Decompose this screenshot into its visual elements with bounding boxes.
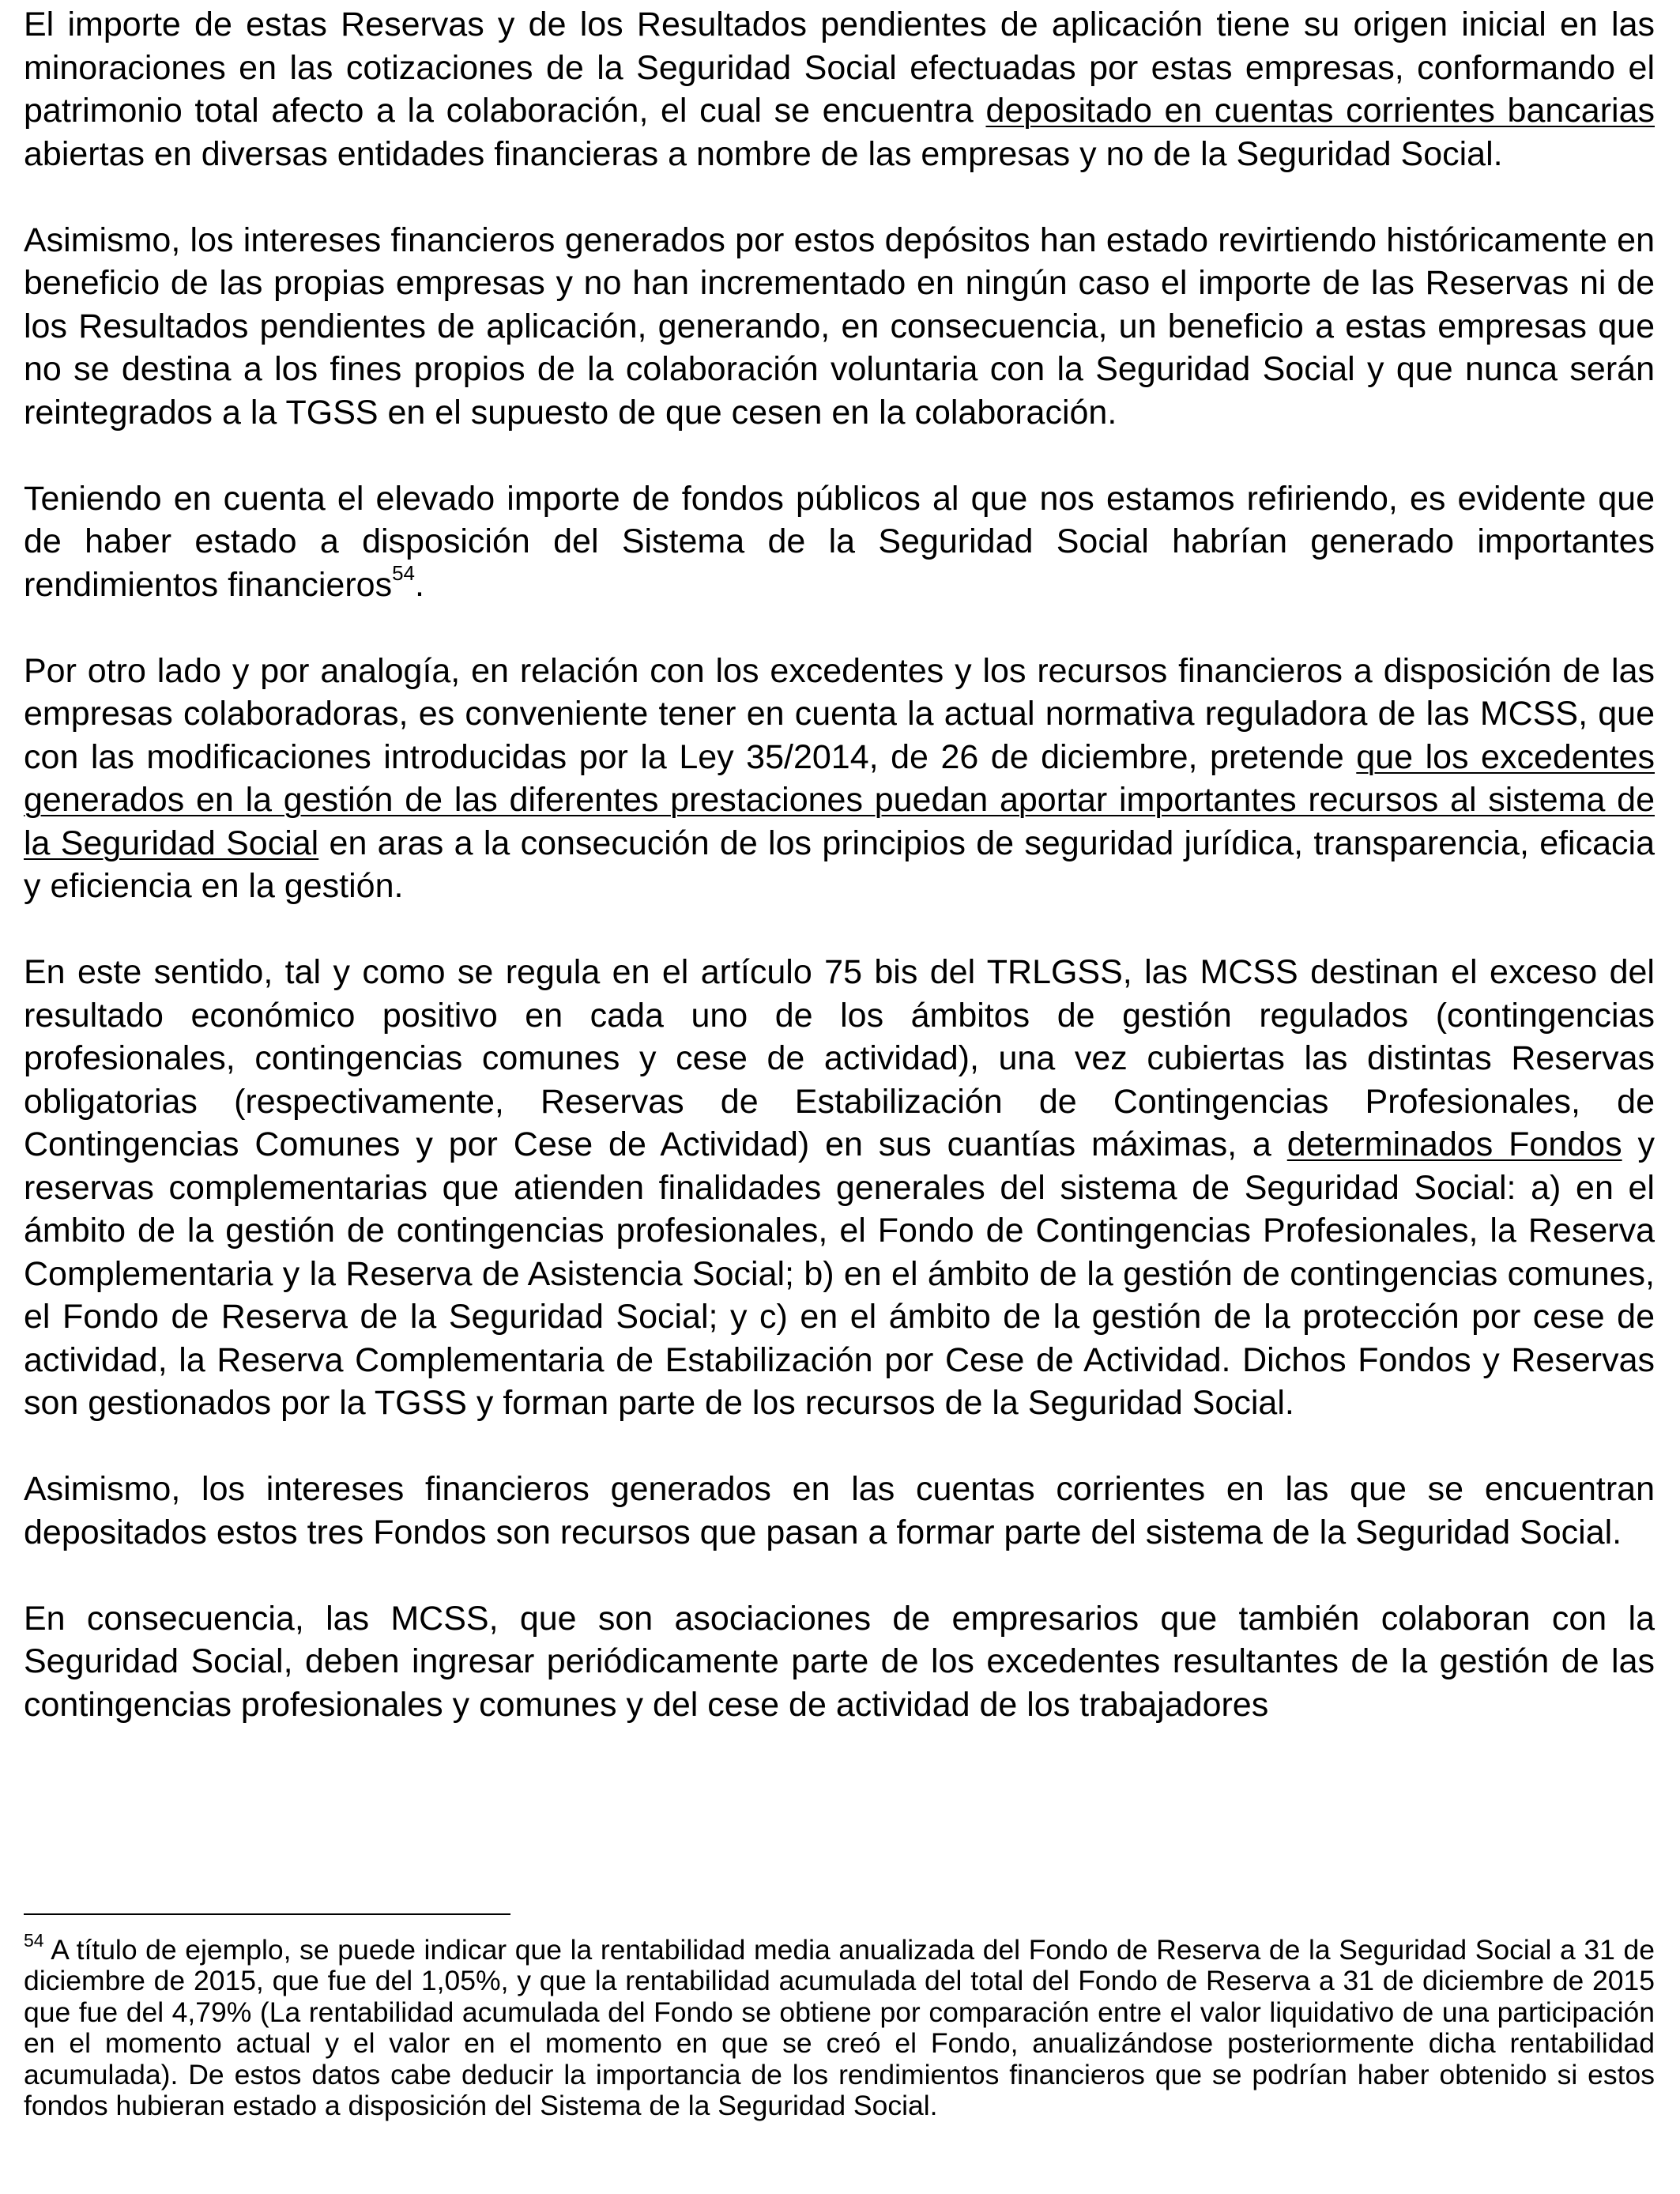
underlined-text: determinados Fondos [1286, 1125, 1622, 1163]
paragraph-text: abiertas en diversas entidades financieras a nombre de las empresas y no de la Seguridad Social. [24, 134, 1503, 173]
paragraph-text: Por otro lado y por analogía, en relación con los excedentes y los recursos financieros a disposición de las empresas colaboradoras, es conveniente tener en cuenta la actual normativa reguladora de las MCSS, que con las modificaciones introducidas por la Ley 35/2014, de 26 de diciembre, pretende [24, 651, 1655, 776]
paragraph-text: Asimismo, los intereses financieros generados en las cuentas corrientes en las que se encuentran depositados estos tres Fondos son recursos que pasan a formar parte del sistema de la Seguridad Social. [24, 1470, 1655, 1551]
footnote-separator [24, 1913, 510, 1915]
paragraph-articulo-75-bis [24, 951, 1655, 1425]
paragraph-intereses-empresas [24, 219, 1655, 435]
footnote-text: A título de ejemplo, se puede indicar que la rentabilidad media anualizada del Fondo de Reserva de la Seguridad Social a 31 de diciembre de 2015, que fue del 1,05%, y que la rentabilidad acumulada del total del Fondo de Reserva a 31 de diciembre de 2015 que fue del 4,79% (La rentabilidad acumulada del Fondo se obtiene por comparación entre el valor liquidativo de una participación en el momento actual y el valor en el momento en que se creó el Fondo, anualizándose posteriormente dicha rentabilidad acumulada). De estos datos cabe deducir la importancia de los rendimientos financieros que se podrían haber obtenido si estos fondos hubieran estado a disposición del Sistema de la Seguridad Social. [24, 1934, 1655, 2122]
paragraph-fondos-publicos [24, 477, 1655, 607]
footnote-reference[interactable]: 54 [392, 561, 415, 586]
paragraph-text: y reservas complementarias que atienden finalidades generales del sistema de Seguridad Social: a) en el ámbito de la gestión de contingencias profesionales, el Fondo de Contingencias Profesionales, la Reserva Complementaria y la Reserva de Asistencia Social; b) en el ámbito de la gestión de contingencias comunes, el Fondo de Reserva de la Seguridad Social; y c) en el ámbito de la gestión de la protección por cese de actividad, la Reserva Complementaria de Estabilización por Cese de Actividad. Dichos Fondos y Reservas son gestionados por la TGSS y forman parte de los recursos de la Seguridad Social. [24, 1125, 1655, 1422]
underlined-text: depositado en cuentas corrientes bancarias [985, 92, 1655, 130]
paragraph-intereses-fondos [24, 1468, 1655, 1554]
paragraph-text: . [415, 565, 424, 604]
paragraph-text: en aras a la consecución de los principios de seguridad jurídica, transparencia, eficacia y eficiencia en la gestión. [24, 824, 1655, 905]
footnote-54 [24, 1930, 1655, 2122]
paragraph-text: En consecuencia, las MCSS, que son asociaciones de empresarios que también colaboran con la Seguridad Social, deben ingresar periódicamente parte de los excedentes resultantes de la gestión de las contingencias profesionales y comunes y del cese de actividad de los trabajadores [24, 1599, 1655, 1724]
paragraph-text: El importe de estas Reservas y de los Resultados pendientes de aplicación tiene su origen inicial en las minoraciones en las cotizaciones de la Seguridad Social efectuadas por estas empresas, conformando el patrimonio total afecto a la colaboración, el cual se encuentra [24, 6, 1655, 130]
underlined-text: que los excedentes generados en la gestión de las diferentes prestaciones puedan aportar importantes recursos al sistema de la Seguridad Social [24, 737, 1655, 862]
paragraph-consecuencia-mcss [24, 1597, 1655, 1727]
paragraph-text: En este sentido, tal y como se regula en el artículo 75 bis del TRLGSS, las MCSS destinan el exceso del resultado económico positivo en cada uno de los ámbitos de gestión regulados (contingencias profesionales, contingencias comunes y cese de actividad), una vez cubiertas las distintas Reservas obligatorias (respectivamente, Reservas de Estabilización de Contingencias Profesionales, de Contingencias Comunes y por Cese de Actividad) en sus cuantías máximas, a [24, 953, 1655, 1163]
paragraph-text: Asimismo, los intereses financieros generados por estos depósitos han estado revirtiendo históricamente en beneficio de las propias empresas y no han incrementado en ningún caso el importe de las Reservas ni de los Resultados pendientes de aplicación, generando, en consecuencia, un beneficio a estas empresas que no se destina a los fines propios de la colaboración voluntaria con la Seguridad Social y que nunca serán reintegrados a la TGSS en el supuesto de que cesen en la colaboración. [24, 221, 1655, 432]
paragraph-reservas-origen [24, 3, 1655, 175]
footnote-number: 54 [24, 1930, 44, 1951]
paragraph-analogia-mcss [24, 650, 1655, 908]
document-page [24, 3, 1655, 1770]
paragraph-text: Teniendo en cuenta el elevado importe de fondos públicos al que nos estamos refiriendo, es evidente que de haber estado a disposición del Sistema de la Seguridad Social habrían generado importantes rendimientos financieros [24, 479, 1655, 604]
